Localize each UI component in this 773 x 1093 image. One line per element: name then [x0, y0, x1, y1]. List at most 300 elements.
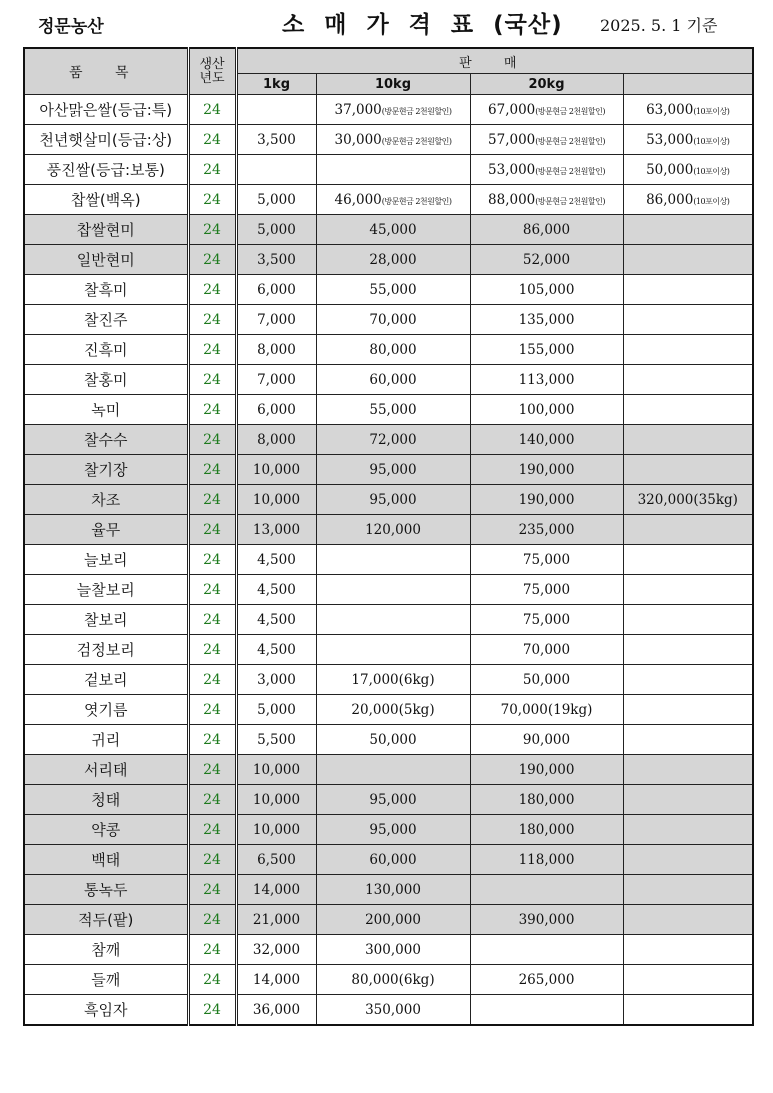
item-name: 검정보리 — [76, 641, 135, 659]
table-row — [24, 455, 753, 485]
price-1kg-cell — [236, 785, 316, 815]
price-10kg: 80,000(6kg) — [351, 971, 435, 988]
price-extra: 86,000 — [646, 191, 694, 208]
price-10kg-cell — [316, 275, 470, 305]
item-name: 찰진주 — [84, 311, 128, 329]
price-20kg-cell — [470, 425, 623, 455]
price-1kg: 14,000 — [252, 881, 301, 898]
year-cell — [188, 935, 236, 965]
item-name-cell — [24, 515, 188, 545]
price-1kg: 4,500 — [257, 581, 296, 598]
price-1kg: 5,000 — [257, 191, 296, 208]
production-year: 24 — [203, 551, 221, 568]
price-1kg-cell — [236, 845, 316, 875]
item-name: 참깨 — [91, 941, 121, 959]
price-20kg-cell — [470, 515, 623, 545]
price-1kg-cell — [236, 185, 316, 215]
price-extra-cell — [623, 125, 753, 155]
price-1kg-cell — [236, 635, 316, 665]
item-name: 늘찰보리 — [76, 581, 135, 599]
price-extra: 63,000 — [646, 101, 694, 118]
item-name: 천년햇살미(등급:상) — [39, 131, 173, 149]
item-name: 겉보리 — [84, 671, 128, 689]
price-20kg: 100,000 — [518, 401, 575, 418]
price-1kg-cell — [236, 575, 316, 605]
item-name: 풍진쌀(등급:보통) — [46, 161, 165, 179]
title-main: 소 매 가 격 표 — [282, 12, 494, 38]
year-cell — [188, 785, 236, 815]
price-10kg-cell — [316, 215, 470, 245]
item-name: 아산맑은쌀(등급:특) — [39, 101, 173, 119]
price-1kg-cell — [236, 455, 316, 485]
item-name-cell — [24, 635, 188, 665]
price-20kg-cell — [470, 785, 623, 815]
price-10kg: 60,000 — [369, 851, 417, 868]
price-20kg-cell — [470, 755, 623, 785]
table-row — [24, 635, 753, 665]
price-1kg-cell — [236, 755, 316, 785]
table-row — [24, 365, 753, 395]
price-1kg: 8,000 — [257, 431, 296, 448]
price-20kg: 67,000 — [488, 101, 536, 118]
price-10kg-cell — [316, 755, 470, 785]
price-1kg: 8,000 — [257, 341, 296, 358]
price-10kg-cell — [316, 335, 470, 365]
item-name-cell — [24, 365, 188, 395]
price-1kg: 4,500 — [257, 611, 296, 628]
price-10kg: 120,000 — [365, 521, 421, 538]
header-extra — [623, 74, 753, 95]
price-1kg: 10,000 — [252, 821, 301, 838]
year-cell — [188, 305, 236, 335]
price-20kg-cell — [470, 965, 623, 995]
price-1kg: 3,500 — [257, 131, 296, 148]
year-cell — [188, 155, 236, 185]
item-name: 귀리 — [91, 731, 121, 749]
price-20kg-cell — [470, 815, 623, 845]
price-1kg-cell — [236, 815, 316, 845]
price-10kg-cell — [316, 455, 470, 485]
header-item: 품 목 — [24, 48, 188, 95]
price-extra-cell — [623, 275, 753, 305]
production-year: 24 — [203, 431, 221, 448]
year-cell — [188, 845, 236, 875]
production-year: 24 — [203, 491, 221, 508]
table-row — [24, 95, 753, 125]
year-cell — [188, 995, 236, 1026]
effective-date: 2025. 5. 1 기준 — [600, 16, 718, 35]
item-name-cell — [24, 605, 188, 635]
production-year: 24 — [203, 161, 221, 178]
table-row — [24, 875, 753, 905]
price-extra-cell — [623, 545, 753, 575]
price-extra-cell — [623, 875, 753, 905]
price-10kg: 20,000(5kg) — [351, 701, 435, 718]
table-row — [24, 275, 753, 305]
discount-note: (방문현금 2천원할인) — [535, 106, 605, 116]
item-name: 통녹두 — [84, 881, 128, 899]
price-1kg-cell — [236, 215, 316, 245]
price-10kg-cell — [316, 125, 470, 155]
year-cell — [188, 905, 236, 935]
price-20kg: 135,000 — [518, 311, 575, 328]
price-extra-cell — [623, 935, 753, 965]
production-year: 24 — [203, 851, 221, 868]
price-1kg-cell — [236, 905, 316, 935]
price-extra-cell — [623, 185, 753, 215]
page-header — [0, 0, 773, 46]
item-name-cell — [24, 755, 188, 785]
item-name: 찰기장 — [84, 461, 128, 479]
price-20kg-cell — [470, 905, 623, 935]
price-20kg: 390,000 — [518, 911, 575, 928]
price-10kg: 60,000 — [369, 371, 417, 388]
item-name: 적두(팥) — [78, 911, 134, 929]
price-20kg: 155,000 — [518, 341, 575, 358]
price-extra-cell — [623, 155, 753, 185]
year-cell — [188, 125, 236, 155]
bulk-note: (10포이상) — [693, 106, 730, 116]
production-year: 24 — [203, 251, 221, 268]
price-1kg-cell — [236, 485, 316, 515]
production-year: 24 — [203, 911, 221, 928]
price-extra-cell — [623, 215, 753, 245]
price-20kg-cell — [470, 575, 623, 605]
table-row — [24, 155, 753, 185]
price-1kg: 5,500 — [257, 731, 296, 748]
table-row — [24, 995, 753, 1026]
brand-name: 정문농산 — [38, 17, 104, 37]
price-extra-cell — [623, 575, 753, 605]
price-1kg: 32,000 — [252, 941, 301, 958]
price-20kg-cell — [470, 215, 623, 245]
price-1kg: 6,000 — [257, 401, 296, 418]
item-name: 차조 — [91, 491, 121, 509]
production-year: 24 — [203, 461, 221, 478]
price-20kg: 118,000 — [518, 851, 575, 868]
item-name: 백태 — [91, 851, 121, 869]
price-1kg-cell — [236, 365, 316, 395]
item-name-cell — [24, 155, 188, 185]
production-year: 24 — [203, 611, 221, 628]
price-extra-cell — [623, 785, 753, 815]
year-cell — [188, 545, 236, 575]
price-extra-cell — [623, 395, 753, 425]
item-name-cell — [24, 335, 188, 365]
price-1kg-cell — [236, 305, 316, 335]
table-row — [24, 215, 753, 245]
price-1kg: 5,000 — [257, 221, 296, 238]
price-extra-cell — [623, 695, 753, 725]
header-year — [188, 48, 236, 95]
price-20kg: 50,000 — [522, 671, 571, 688]
price-10kg-cell — [316, 785, 470, 815]
price-20kg: 88,000 — [488, 191, 536, 208]
price-20kg-cell — [470, 725, 623, 755]
price-extra-cell — [623, 95, 753, 125]
price-extra-cell — [623, 635, 753, 665]
item-name-cell — [24, 845, 188, 875]
price-10kg-cell — [316, 305, 470, 335]
price-1kg: 10,000 — [252, 761, 301, 778]
price-1kg: 6,000 — [257, 281, 296, 298]
price-10kg-cell — [316, 815, 470, 845]
item-name-cell — [24, 185, 188, 215]
price-extra-cell — [623, 245, 753, 275]
item-name: 찰홍미 — [84, 371, 128, 389]
year-cell — [188, 95, 236, 125]
price-20kg-cell — [470, 845, 623, 875]
price-10kg-cell — [316, 425, 470, 455]
price-1kg-cell — [236, 935, 316, 965]
price-1kg: 7,000 — [257, 311, 296, 328]
discount-note: (방문현금 2천원할인) — [381, 106, 452, 116]
year-cell — [188, 875, 236, 905]
price-20kg: 235,000 — [518, 521, 575, 538]
year-cell — [188, 515, 236, 545]
production-year: 24 — [203, 821, 221, 838]
table-row — [24, 605, 753, 635]
production-year: 24 — [203, 281, 221, 298]
price-table — [23, 47, 754, 1026]
production-year: 24 — [203, 401, 221, 418]
price-10kg-cell — [316, 575, 470, 605]
price-extra-cell — [623, 455, 753, 485]
price-extra-cell — [623, 905, 753, 935]
price-1kg-cell — [236, 245, 316, 275]
table-row — [24, 695, 753, 725]
year-cell — [188, 245, 236, 275]
bulk-note: (10포이상) — [693, 136, 730, 146]
price-10kg: 55,000 — [369, 401, 417, 418]
price-20kg-cell — [470, 935, 623, 965]
year-cell — [188, 365, 236, 395]
price-10kg-cell — [316, 695, 470, 725]
item-name-cell — [24, 485, 188, 515]
item-name-cell — [24, 425, 188, 455]
price-10kg: 95,000 — [369, 791, 417, 808]
table-row — [24, 485, 753, 515]
year-cell — [188, 695, 236, 725]
price-20kg: 140,000 — [518, 431, 575, 448]
price-20kg: 75,000 — [522, 581, 571, 598]
price-10kg: 95,000 — [369, 821, 417, 838]
production-year: 24 — [203, 131, 221, 148]
price-1kg: 21,000 — [252, 911, 301, 928]
item-name-cell — [24, 965, 188, 995]
price-extra-cell — [623, 485, 753, 515]
price-10kg-cell — [316, 845, 470, 875]
price-10kg: 200,000 — [365, 911, 421, 928]
price-20kg: 70,000(19kg) — [500, 701, 593, 718]
table-row — [24, 335, 753, 365]
table-row — [24, 305, 753, 335]
table-row — [24, 965, 753, 995]
item-name-cell — [24, 575, 188, 605]
price-10kg: 50,000 — [369, 731, 417, 748]
item-name: 서리태 — [84, 761, 128, 779]
price-20kg-cell — [470, 155, 623, 185]
item-name-cell — [24, 785, 188, 815]
year-cell — [188, 425, 236, 455]
price-20kg-cell — [470, 245, 623, 275]
table-row — [24, 575, 753, 605]
price-20kg-cell — [470, 995, 623, 1026]
item-name-cell — [24, 815, 188, 845]
item-name-cell — [24, 245, 188, 275]
item-name-cell — [24, 125, 188, 155]
price-1kg: 3,000 — [257, 671, 296, 688]
price-20kg: 86,000 — [522, 221, 571, 238]
price-1kg-cell — [236, 155, 316, 185]
price-20kg-cell — [470, 95, 623, 125]
price-20kg: 75,000 — [522, 551, 571, 568]
price-1kg-cell — [236, 995, 316, 1026]
table-row — [24, 785, 753, 815]
year-cell — [188, 635, 236, 665]
price-10kg: 37,000 — [334, 101, 382, 118]
item-name-cell — [24, 695, 188, 725]
price-1kg-cell — [236, 515, 316, 545]
price-10kg: 130,000 — [365, 881, 421, 898]
price-10kg: 28,000 — [369, 251, 417, 268]
price-10kg-cell — [316, 635, 470, 665]
year-cell — [188, 755, 236, 785]
price-10kg-cell — [316, 965, 470, 995]
discount-note: (방문현금 2천원할인) — [381, 196, 452, 206]
price-20kg: 52,000 — [522, 251, 571, 268]
price-1kg-cell — [236, 965, 316, 995]
page-title — [282, 6, 563, 39]
price-20kg: 190,000 — [518, 491, 575, 508]
price-1kg-cell — [236, 695, 316, 725]
year-cell — [188, 485, 236, 515]
production-year: 24 — [203, 101, 221, 118]
price-10kg: 72,000 — [369, 431, 417, 448]
price-20kg: 180,000 — [518, 791, 575, 808]
table-row — [24, 545, 753, 575]
price-20kg-cell — [470, 455, 623, 485]
item-name-cell — [24, 215, 188, 245]
price-10kg-cell — [316, 515, 470, 545]
price-1kg-cell — [236, 425, 316, 455]
header-10kg: 10kg — [316, 74, 470, 95]
year-cell — [188, 215, 236, 245]
price-extra-cell — [623, 515, 753, 545]
item-name: 찰수수 — [84, 431, 128, 449]
item-name-cell — [24, 275, 188, 305]
production-year: 24 — [203, 941, 221, 958]
item-name-cell — [24, 995, 188, 1026]
price-10kg: 300,000 — [365, 941, 421, 958]
price-10kg-cell — [316, 245, 470, 275]
production-year: 24 — [203, 671, 221, 688]
price-20kg-cell — [470, 125, 623, 155]
year-cell — [188, 665, 236, 695]
item-name-cell — [24, 935, 188, 965]
year-cell — [188, 575, 236, 605]
price-10kg-cell — [316, 665, 470, 695]
item-name-cell — [24, 305, 188, 335]
discount-note: (방문현금 2천원할인) — [381, 136, 452, 146]
bulk-note: (10포이상) — [693, 196, 730, 206]
price-10kg-cell — [316, 905, 470, 935]
item-name-cell — [24, 395, 188, 425]
item-name: 늘보리 — [84, 551, 128, 569]
price-rows — [24, 95, 753, 1026]
price-extra-cell — [623, 965, 753, 995]
price-extra-cell — [623, 305, 753, 335]
production-year: 24 — [203, 731, 221, 748]
price-10kg: 70,000 — [369, 311, 417, 328]
price-extra-cell — [623, 335, 753, 365]
price-10kg: 17,000(6kg) — [351, 671, 435, 688]
header-year-line2: 년도 — [199, 70, 225, 86]
item-name: 찰보리 — [84, 611, 128, 629]
price-1kg-cell — [236, 605, 316, 635]
price-1kg: 5,000 — [257, 701, 296, 718]
item-name-cell — [24, 545, 188, 575]
price-20kg-cell — [470, 665, 623, 695]
production-year: 24 — [203, 761, 221, 778]
price-10kg-cell — [316, 605, 470, 635]
price-1kg: 7,000 — [257, 371, 296, 388]
table-row — [24, 815, 753, 845]
price-10kg-cell — [316, 155, 470, 185]
header-20kg: 20kg — [470, 74, 623, 95]
price-20kg-cell — [470, 365, 623, 395]
table-row — [24, 665, 753, 695]
price-1kg-cell — [236, 275, 316, 305]
price-10kg-cell — [316, 485, 470, 515]
item-name: 엿기름 — [84, 701, 128, 719]
price-extra-cell — [623, 995, 753, 1026]
header-sale: 판 매 — [236, 48, 753, 74]
table-row — [24, 245, 753, 275]
production-year: 24 — [203, 371, 221, 388]
price-20kg-cell — [470, 275, 623, 305]
production-year: 24 — [203, 791, 221, 808]
price-20kg: 190,000 — [518, 761, 575, 778]
year-cell — [188, 605, 236, 635]
price-20kg: 113,000 — [518, 371, 575, 388]
price-1kg-cell — [236, 125, 316, 155]
price-10kg-cell — [316, 395, 470, 425]
discount-note: (방문현금 2천원할인) — [535, 196, 605, 206]
production-year: 24 — [203, 1001, 221, 1018]
price-10kg: 95,000 — [369, 491, 417, 508]
price-10kg-cell — [316, 935, 470, 965]
price-extra-cell — [623, 725, 753, 755]
price-20kg: 53,000 — [488, 161, 536, 178]
table-row — [24, 845, 753, 875]
price-extra-cell — [623, 755, 753, 785]
price-10kg-cell — [316, 725, 470, 755]
price-1kg: 10,000 — [252, 791, 301, 808]
item-name-cell — [24, 455, 188, 485]
year-cell — [188, 815, 236, 845]
production-year: 24 — [203, 221, 221, 238]
price-20kg-cell — [470, 875, 623, 905]
production-year: 24 — [203, 191, 221, 208]
price-extra-cell — [623, 605, 753, 635]
price-20kg-cell — [470, 335, 623, 365]
item-name-cell — [24, 905, 188, 935]
production-year: 24 — [203, 701, 221, 718]
item-name: 찹쌀(백옥) — [70, 191, 141, 209]
price-10kg-cell — [316, 185, 470, 215]
price-1kg: 4,500 — [257, 551, 296, 568]
